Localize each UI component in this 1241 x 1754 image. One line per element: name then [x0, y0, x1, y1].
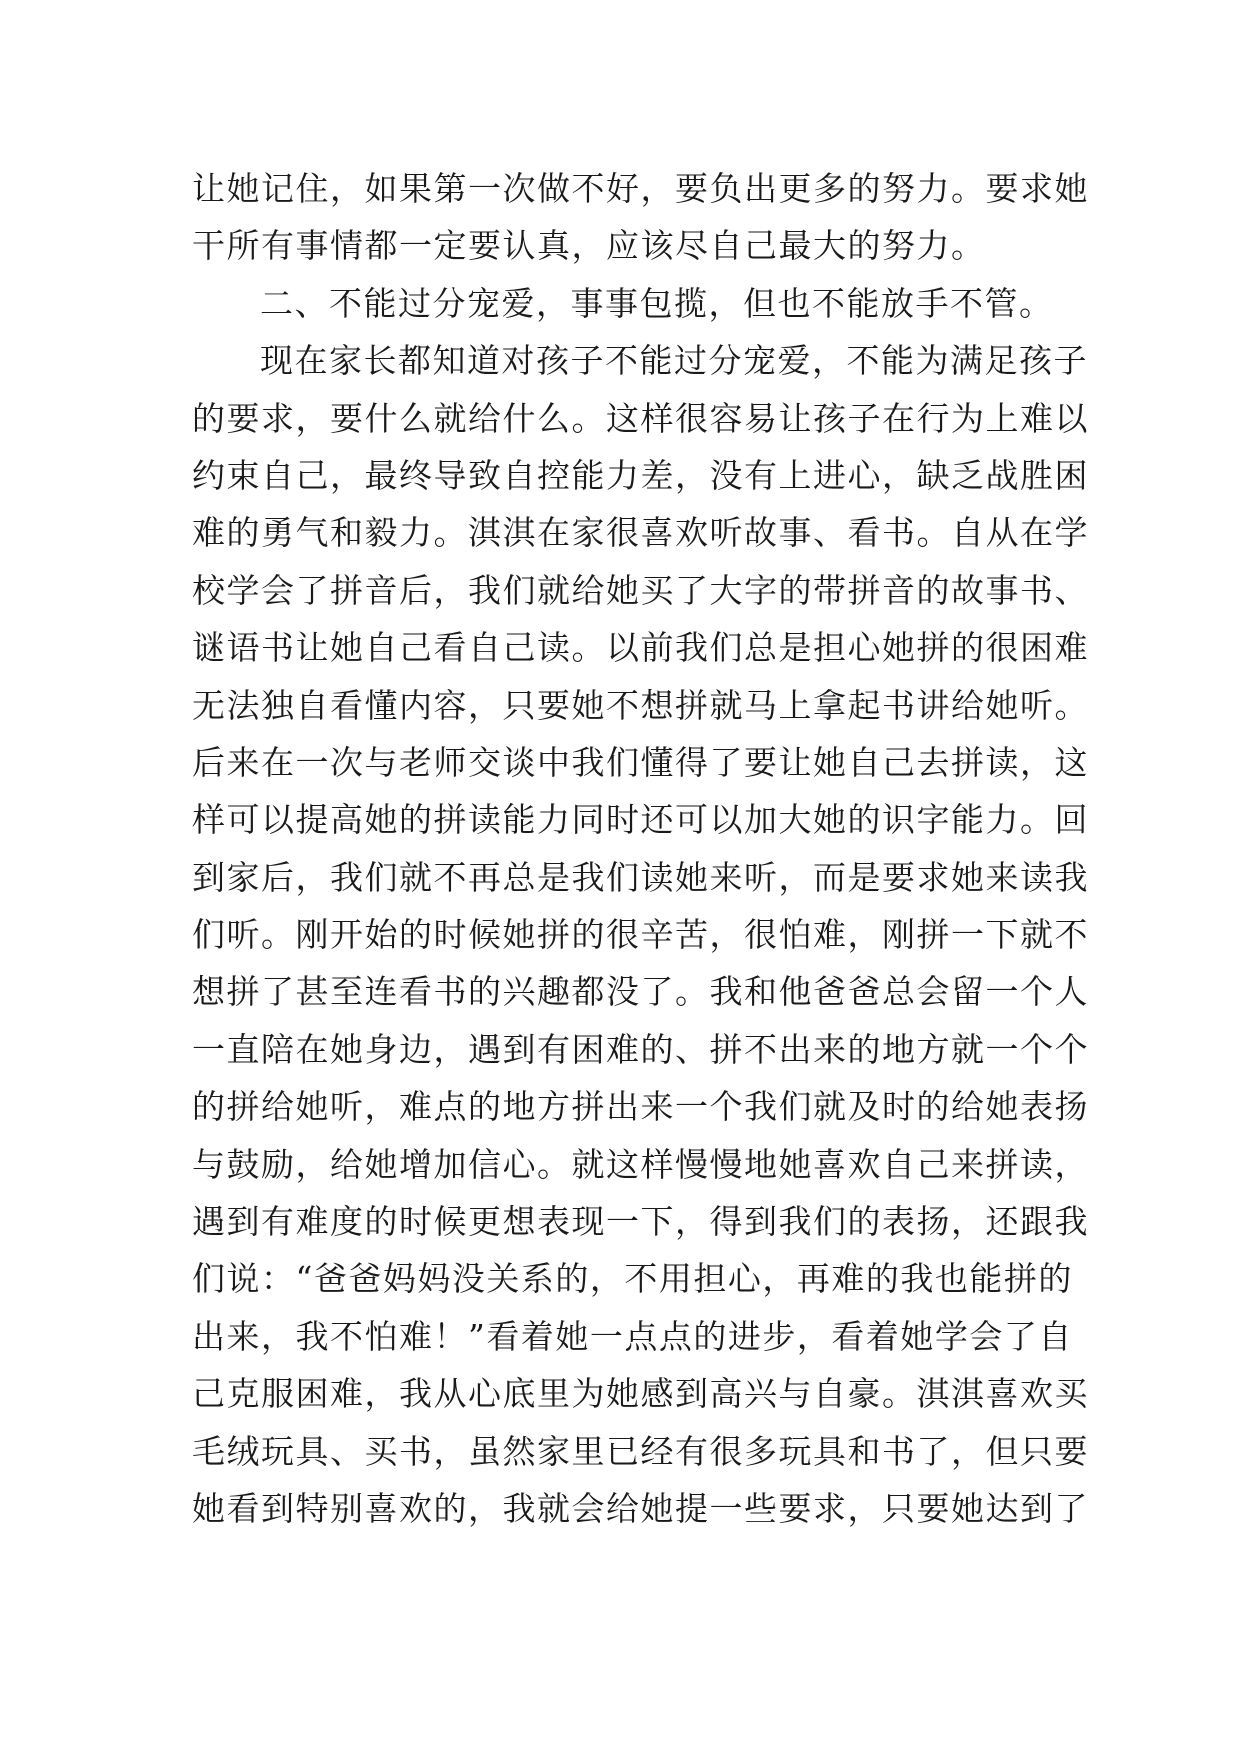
text-line: 谜语书让她自己看自己读。以前我们总是担心她拼的很困难	[192, 628, 1089, 668]
text-line: 到家后，我们就不再总是我们读她来听，而是要求她来读我	[192, 857, 1089, 897]
text-line: 们听。刚开始的时候她拼的很辛苦，很怕难，刚拼一下就不	[192, 915, 1089, 955]
text-line: 与鼓励，给她增加信心。就这样慢慢地她喜欢自己来拼读，	[192, 1144, 1089, 1184]
text-line: 一直陪在她身边，遇到有困难的、拼不出来的地方就一个个	[192, 1029, 1089, 1069]
text-line: 样可以提高她的拼读能力同时还可以加大她的识字能力。回	[192, 800, 1089, 840]
text-line: 后来在一次与老师交谈中我们懂得了要让她自己去拼读，这	[192, 742, 1089, 782]
text-line: 想拼了甚至连看书的兴趣都没了。我和他爸爸总会留一个人	[192, 972, 1089, 1012]
body-text	[192, 160, 1089, 1537]
text-line: 约束自己，最终导致自控能力差，没有上进心，缺乏战胜困	[192, 455, 1089, 495]
text-line: 毛绒玩具、买书，虽然家里已经有很多玩具和书了，但只要	[192, 1431, 1089, 1471]
text-line: 她看到特别喜欢的，我就会给她提一些要求，只要她达到了	[192, 1488, 1089, 1528]
text-line: 现在家长都知道对孩子不能过分宠爱，不能为满足孩子	[260, 341, 1088, 381]
text-line: 二、不能过分宠爱，事事包揽，但也不能放手不管。	[260, 283, 1054, 323]
text-line: 们说：“爸爸妈妈没关系的，不用担心，再难的我也能拼的	[192, 1259, 1073, 1299]
text-line: 干所有事情都一定要认真，应该尽自己最大的努力。	[192, 226, 986, 266]
text-line: 己克服困难，我从心底里为她感到高兴与自豪。淇淇喜欢买	[192, 1374, 1089, 1414]
text-line: 的要求，要什么就给什么。这样很容易让孩子在行为上难以	[192, 398, 1089, 438]
text-line: 的拼给她听，难点的地方拼出来一个我们就及时的给她表扬	[192, 1087, 1089, 1127]
text-line: 遇到有难度的时候更想表现一下，得到我们的表扬，还跟我	[192, 1202, 1089, 1242]
text-line: 出来，我不怕难！”看着她一点点的进步，看着她学会了自	[192, 1316, 1073, 1356]
text-line: 校学会了拼音后，我们就给她买了大字的带拼音的故事书、	[192, 570, 1089, 610]
text-line: 难的勇气和毅力。淇淇在家很喜欢听故事、看书。自从在学	[192, 513, 1089, 553]
text-line: 让她记住，如果第一次做不好，要负出更多的努力。要求她	[192, 169, 1089, 208]
text-line: 无法独自看懂内容，只要她不想拼就马上拿起书讲给她听。	[192, 685, 1089, 725]
